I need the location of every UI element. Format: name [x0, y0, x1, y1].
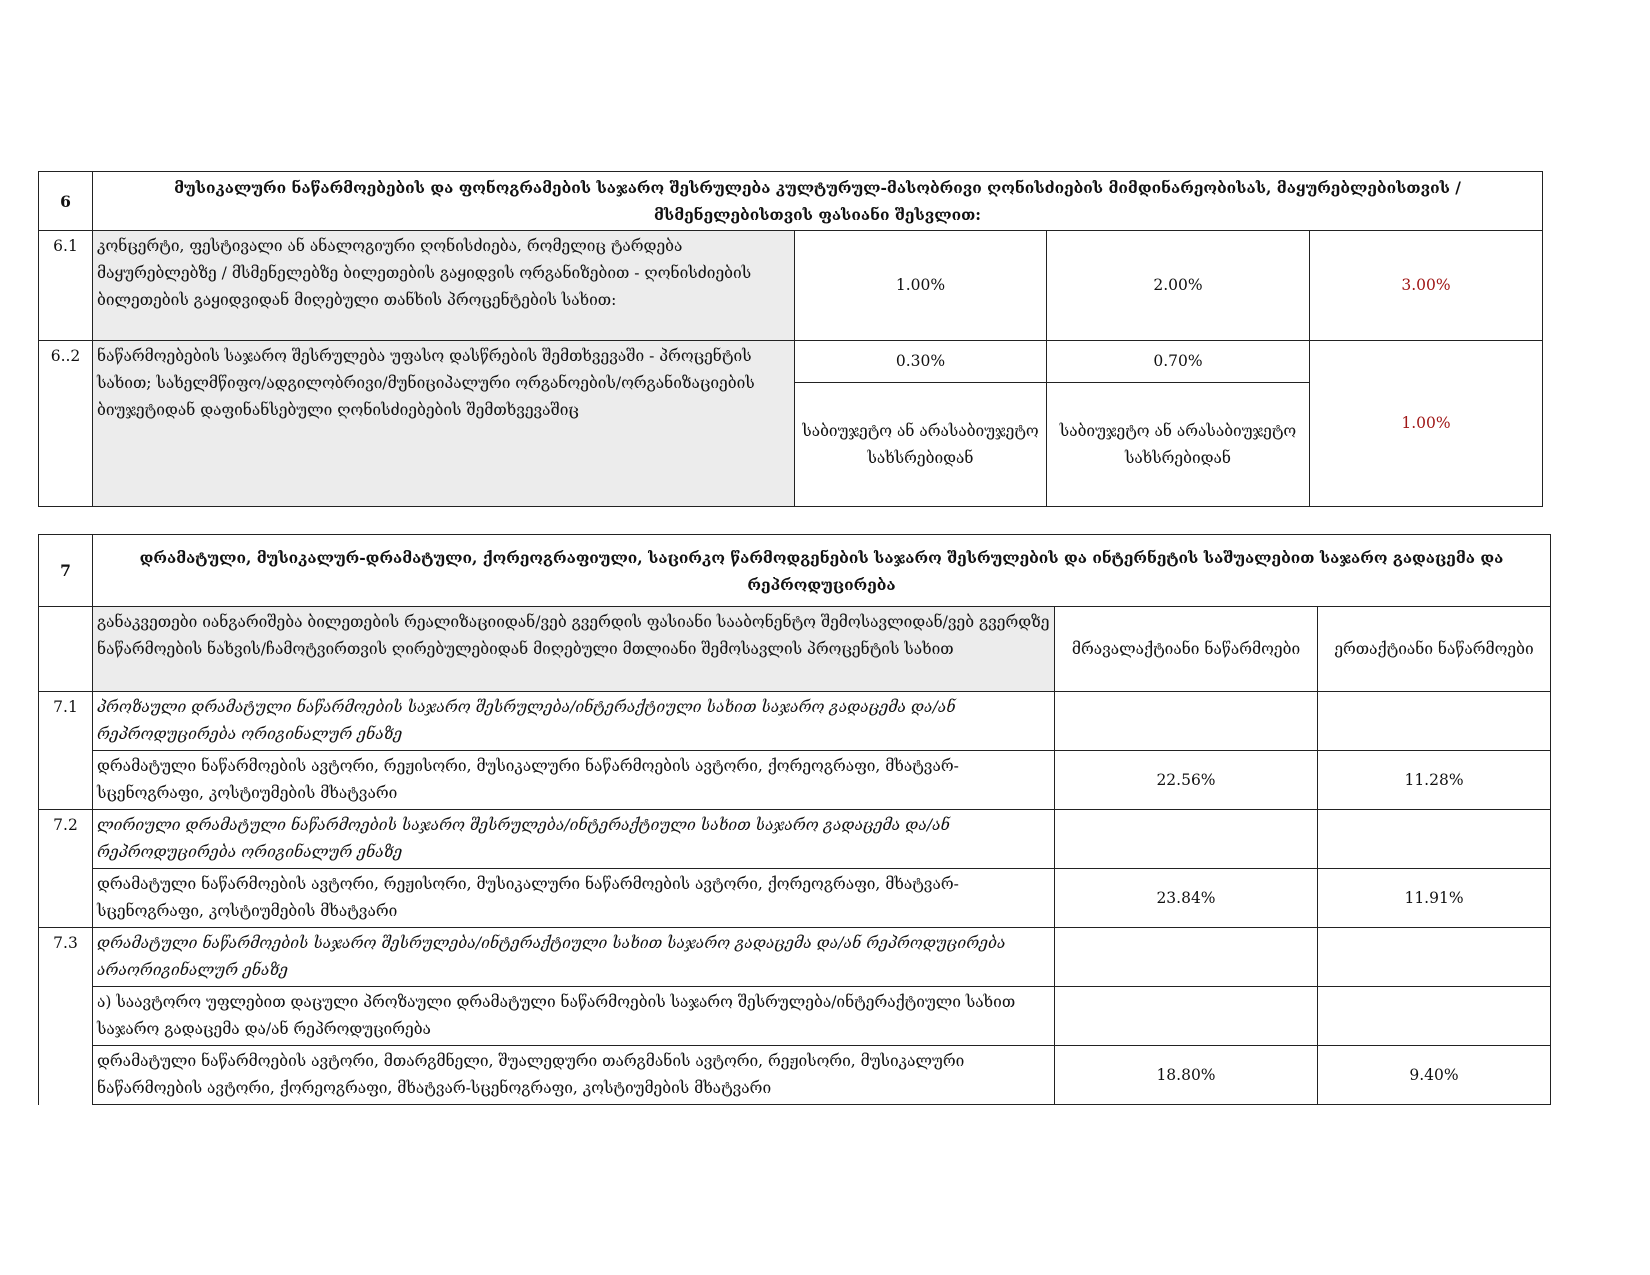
row-description: დრამატული ნაწარმოების ავტორი, მთარგმნელი, შუალედური თარგმანის ავტორი, რეჟისორი, მუსიკალური ნაწარმოების ავტორი, ქორეოგრაფი, მხატვარ-სცენოგრაფი, კოსტიუმების მხატვარი	[93, 1046, 1055, 1105]
rate-single: 11.91%	[1318, 869, 1551, 928]
intro-text: განაკვეთები იანგარიშება ბილეთების რეალიზაციიდან/ვებ გვერდის ფასიანი სააბონენტო შემოსავლიდან/ვებ გვერდზე ნაწარმოების ნახვის/ჩამოტვირთვის ღირებულებიდან მიღებული მთლიანი შემოსავლის პროცენტის სახით	[93, 607, 1055, 692]
empty-cell	[1318, 928, 1551, 987]
rate-value-highlight: 3.00%	[1310, 231, 1543, 341]
row-description: ნაწარმოებების საჯარო შესრულება უფასო დასწრების შემთხვევაში - პროცენტის სახით; სახელმწიფო/ადგილობრივი/მუნიციპალური ორგანოების/ორგანიზაციების ბიუჯეტიდან დაფინანსებული ღონისძიებების შემთხვევაშიც	[93, 341, 795, 507]
row-number: 7.3	[39, 928, 93, 987]
rate-value-highlight: 1.00%	[1310, 341, 1543, 507]
rate-multi: 18.80%	[1055, 1046, 1318, 1105]
row-description: დრამატული ნაწარმოების ავტორი, რეჟისორი, მუსიკალური ნაწარმოების ავტორი, ქორეოგრაფი, მხატვარ-სცენოგრაფი, კოსტიუმების მხატვარი	[93, 751, 1055, 810]
row-heading: პროზაული დრამატული ნაწარმოების საჯარო შესრულება/ინტერაქტიული სახით საჯარო გადაცემა და/ან რეპროდუცირება ორიგინალურ ენაზე	[93, 692, 1055, 751]
empty-cell	[1055, 692, 1318, 751]
section-title: დრამატული, მუსიკალურ-დრამატული, ქორეოგრაფიული, საცირკო წარმოდგენების საჯარო შესრულების და ინტერნეტის საშუალებით საჯარო გადაცემა და რეპროდუცირება	[93, 535, 1551, 607]
rate-multi: 22.56%	[1055, 751, 1318, 810]
empty-cell	[39, 751, 93, 810]
empty-cell	[1055, 928, 1318, 987]
row-subheading: ა) საავტორო უფლებით დაცული პროზაული დრამატული ნაწარმოების საჯარო შესრულება/ინტერაქტიული სახით საჯარო გადაცემა და/ან რეპროდუცირება	[93, 987, 1055, 1046]
row-number: 6.1	[39, 231, 93, 341]
empty-cell	[1318, 987, 1551, 1046]
rate-value: 1.00%	[795, 231, 1047, 341]
row-number: 7.1	[39, 692, 93, 751]
section-number: 6	[39, 172, 93, 231]
rate-value: 0.70%	[1047, 341, 1310, 383]
row-number: 7.2	[39, 810, 93, 869]
empty-cell	[1055, 987, 1318, 1046]
row-description: კონცერტი, ფესტივალი ან ანალოგიური ღონისძიება, რომელიც ტარდება მაყურებლებზე / მსმენელებზე ბილეთების გაყიდვის ორგანიზებით - ღონისძიების ბილეთების გაყიდვიდან მიღებული თანხის პროცენტების სახით:	[93, 231, 795, 341]
empty-cell	[39, 987, 93, 1046]
section-title: მუსიკალური ნაწარმოებების და ფონოგრამების საჯარო შესრულება კულტურულ-მასობრივი ღონისძიების მიმდინარეობისას, მაყურებლებისთვის / მსმენელებისთვის ფასიანი შესვლით:	[93, 172, 1543, 231]
empty-cell	[39, 1046, 93, 1105]
row-heading: ლირიული დრამატული ნაწარმოების საჯარო შესრულება/ინტერაქტიული სახით საჯარო გადაცემა და/ან რეპროდუცირება ორიგინალურ ენაზე	[93, 810, 1055, 869]
rate-single: 9.40%	[1318, 1046, 1551, 1105]
empty-cell	[1318, 810, 1551, 869]
column-header-multi: მრავალაქტიანი ნაწარმოები	[1055, 607, 1318, 692]
empty-cell	[1055, 810, 1318, 869]
empty-cell	[39, 607, 93, 692]
section-7-table	[38, 534, 1551, 1105]
row-number: 6..2	[39, 341, 93, 507]
empty-cell	[1318, 692, 1551, 751]
rate-multi: 23.84%	[1055, 869, 1318, 928]
row-heading: დრამატული ნაწარმოების საჯარო შესრულება/ინტერაქტიული სახით საჯარო გადაცემა და/ან რეპროდუცირება არაორიგინალურ ენაზე	[93, 928, 1055, 987]
row-description: დრამატული ნაწარმოების ავტორი, რეჟისორი, მუსიკალური ნაწარმოების ავტორი, ქორეოგრაფი, მხატვარ-სცენოგრაფი, კოსტიუმების მხატვარი	[93, 869, 1055, 928]
empty-cell	[39, 869, 93, 928]
rate-single: 11.28%	[1318, 751, 1551, 810]
rate-value: 0.30%	[795, 341, 1047, 383]
column-header-single: ერთაქტიანი ნაწარმოები	[1318, 607, 1551, 692]
rate-value: 2.00%	[1047, 231, 1310, 341]
section-number: 7	[39, 535, 93, 607]
funding-note: საბიუჯეტო ან არასაბიუჯეტო სახსრებიდან	[795, 383, 1047, 507]
section-6-table	[38, 171, 1543, 507]
funding-note: საბიუჯეტო ან არასაბიუჯეტო სახსრებიდან	[1047, 383, 1310, 507]
